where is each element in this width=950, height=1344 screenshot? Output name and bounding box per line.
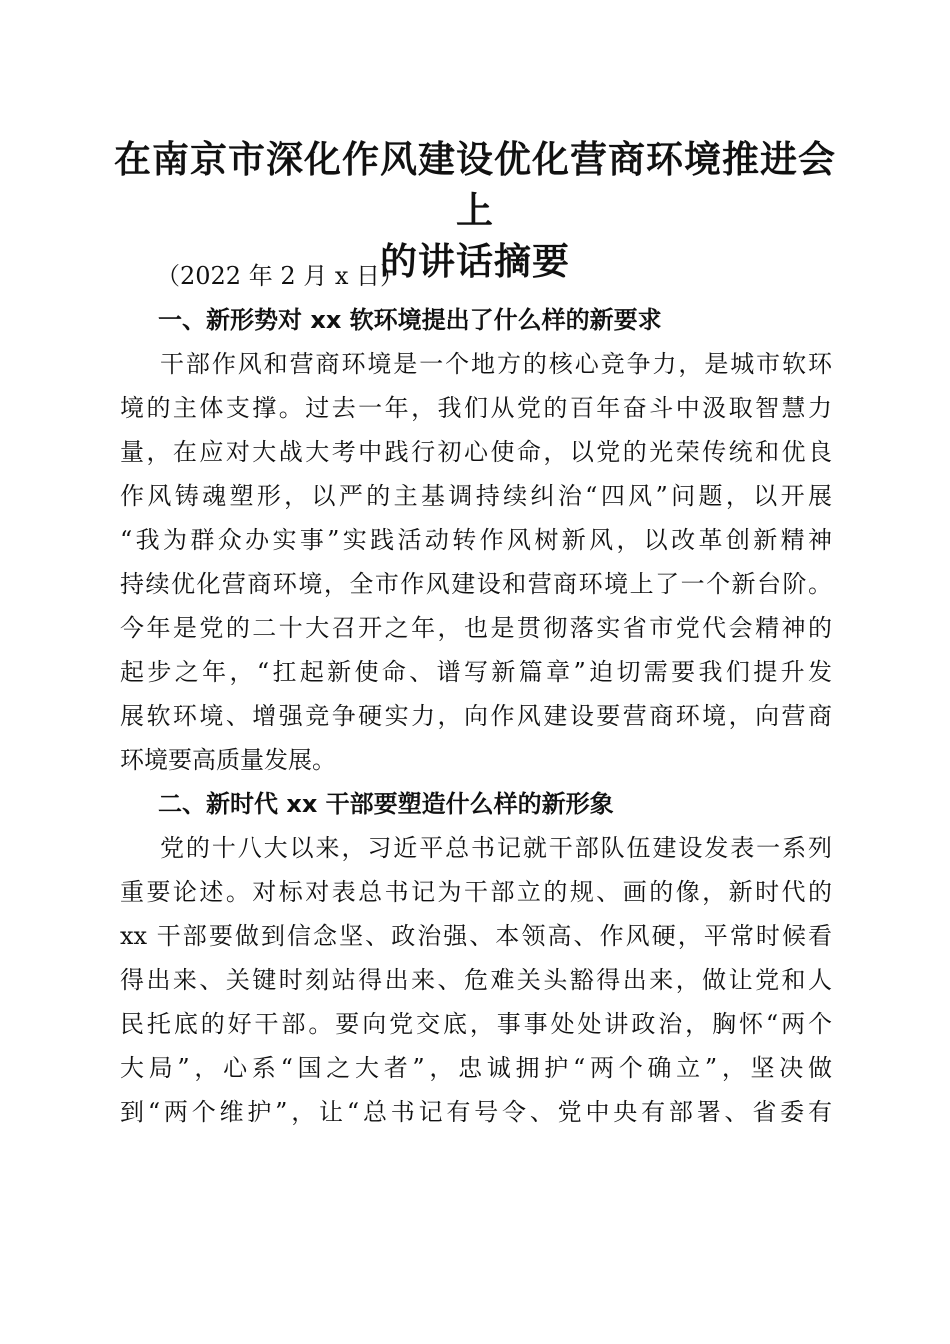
paragraph-line: 境的主体支撑。过去一年，我们从党的百年奋斗中汲取智慧力 bbox=[120, 394, 832, 422]
paragraph-line: 干部作风和营商环境是一个地方的核心竞争力，是城市软环 bbox=[160, 350, 832, 378]
paragraph-line: 大局”，心系“国之大者”，忠诚拥护“两个确立”，坚决做 bbox=[120, 1054, 832, 1082]
paragraph-line: 党的十八大以来，习近平总书记就干部队伍建设发表一系列 bbox=[160, 834, 832, 862]
paragraph-line: 环境要高质量发展。 bbox=[120, 746, 336, 774]
section-2-paragraph bbox=[120, 826, 832, 1134]
paragraph-line: 今年是党的二十大召开之年，也是贯彻落实省市党代会精神的 bbox=[120, 614, 832, 642]
title-line-2: 的讲话摘要 bbox=[380, 239, 570, 283]
paragraph-line: 作风铸魂塑形，以严的主基调持续纠治“四风”问题，以开展 bbox=[120, 482, 832, 510]
paragraph-line: xx 干部要做到信念坚、政治强、本领高、作风硬，平常时候看 bbox=[120, 922, 832, 950]
section-2-heading: 二、新时代 xx 干部要塑造什么样的新形象 bbox=[158, 790, 614, 818]
paragraph-line: 展软环境、增强竞争硬实力，向作风建设要营商环境，向营商 bbox=[120, 702, 832, 730]
paragraph-line: 到“两个维护”，让“总书记有号令、党中央有部署、省委有 bbox=[120, 1098, 832, 1126]
paragraph-line: 重要论述。对标对表总书记为干部立的规、画的像，新时代的 bbox=[120, 878, 832, 906]
paragraph-line: 民托底的好干部。要向党交底，事事处处讲政治，胸怀“两个 bbox=[120, 1010, 832, 1038]
paragraph-line: 持续优化营商环境，全市作风建设和营商环境上了一个新台阶。 bbox=[120, 570, 832, 598]
paragraph-line: “我为群众办实事”实践活动转作风树新风，以改革创新精神 bbox=[120, 526, 832, 554]
section-1-paragraph bbox=[120, 342, 832, 782]
paragraph-line: 量，在应对大战大考中践行初心使命，以党的光荣传统和优良 bbox=[120, 438, 832, 466]
paragraph-line: 起步之年，“扛起新使命、谱写新篇章”迫切需要我们提升发 bbox=[120, 658, 832, 686]
title-line-1: 在南京市深化作风建设优化营商环境推进会上 bbox=[114, 137, 836, 232]
section-1-heading: 一、新形势对 xx 软环境提出了什么样的新要求 bbox=[158, 306, 662, 334]
paragraph-line: 得出来、关键时刻站得出来、危难关头豁得出来，做让党和人 bbox=[120, 966, 832, 994]
document-body bbox=[120, 254, 832, 1134]
speech-date: （2022 年 2 月 x 日） bbox=[156, 262, 405, 290]
